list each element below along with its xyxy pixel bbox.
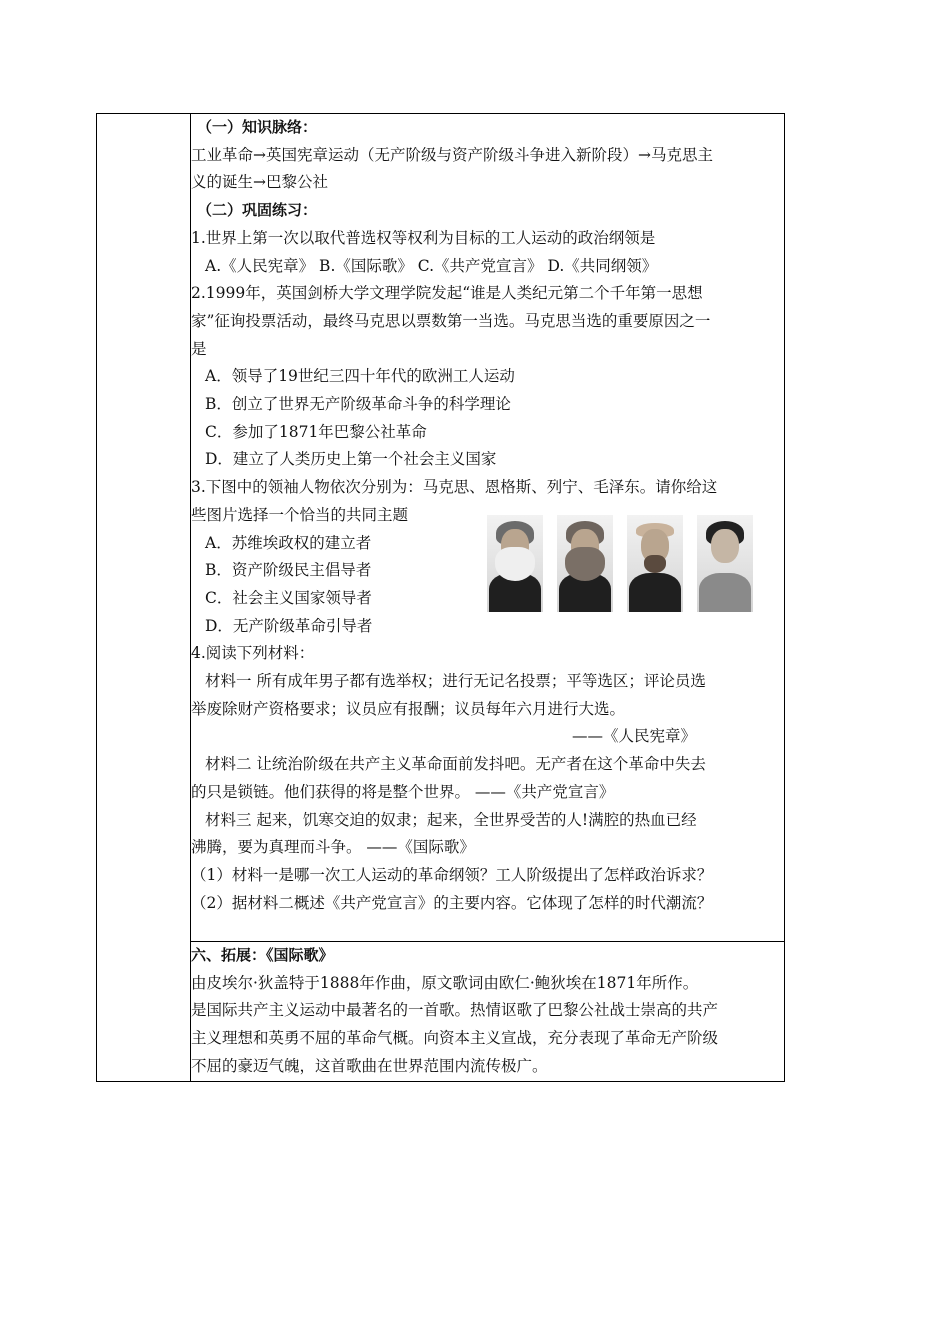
q2-option-d: D．建立了人类历史上第一个社会主义国家 [205,450,497,469]
material-1: 举废除财产资格要求；议员应有报酬；议员每年六月进行大选。 [191,699,626,718]
material-2: 的只是锁链。他们获得的将是整个世界。 ——《共产党宣言》 [191,782,615,801]
section1-line: 工业革命→英国宪章运动（无产阶级与资产阶级斗争进入新阶段）→马克思主 [191,145,713,164]
left-column [97,114,191,1082]
sub-question-1: （1）材料一是哪一次工人运动的革命纲领？工人阶级提出了怎样政治诉求？ [191,865,713,884]
section1-line: 义的诞生→巴黎公社 [191,173,328,192]
section1-heading: （一）知识脉络： [197,118,318,136]
section6-line: 是国际共产主义运动中最著名的一首歌。热情讴歌了巴黎公社战士崇高的共产 [191,1001,719,1020]
leader-portraits [487,515,753,612]
engels-portrait [557,515,613,612]
section2-heading: （二）巩固练习： [197,201,318,220]
marx-portrait [487,515,543,612]
material-3: 沸腾，要为真理而斗争。 ——《国际歌》 [191,838,475,857]
material-3: 材料三 起来，饥寒交迫的奴隶；起来，全世界受苦的人!满腔的热血已经 [205,810,697,829]
q3-option-c: C．社会主义国家领导者 [205,588,372,607]
q2-option-c: C．参加了1871年巴黎公社革命 [205,422,427,441]
q2-option-a: A．领导了19世纪三四十年代的欧洲工人运动 [205,367,515,386]
table-row [97,942,785,1082]
q2-stem: 是 [191,339,207,358]
q3-stem: 3.下图中的领袖人物依次分别为：马克思、恩格斯、列宁、毛泽东。请你给这 [191,478,718,497]
section6-heading: 六、拓展：《国际歌》 [191,946,334,964]
section6-line: 主义理想和英勇不屈的革命气概。向资本主义宣战，充分表现了革命无产阶级 [191,1029,719,1048]
q3-option-b: B．资产阶级民主倡导者 [205,561,372,580]
material-2: 材料二 让统治阶级在共产主义革命面前发抖吧。无产者在这个革命中失去 [205,755,706,774]
q3-block [191,474,784,640]
table-row [97,114,785,942]
q2-stem: 2.1999年，英国剑桥大学文理学院发起“谁是人类纪元第二个千年第一思想 [191,284,703,303]
q3-option-a: A．苏维埃政权的建立者 [205,533,372,552]
q4-stem: 4.阅读下列材料： [191,644,315,663]
q3-stem: 些图片选择一个恰当的共同主题 [191,505,409,524]
extension-cell [191,942,785,1082]
exercise-cell [191,114,785,942]
section6-line: 由皮埃尔·狄盖特于1888年作曲，原文歌词由欧仁·鲍狄埃在1871年所作。 [191,973,699,992]
q2-option-b: B．创立了世界无产阶级革命斗争的科学理论 [205,395,511,414]
material-1: 材料一 所有成年男子都有选举权；进行无记名投票；平等选区；评论员选 [205,672,706,691]
q1-stem: 1.世界上第一次以取代普选权等权利为目标的工人运动的政治纲领是 [191,228,656,247]
lenin-portrait [627,515,683,612]
q2-stem: 家”征询投票活动，最终马克思以票数第一当选。马克思当选的重要原因之一 [191,311,711,330]
material-1-source: ——《人民宪章》 [571,727,696,746]
q3-option-d: D．无产阶级革命引导者 [205,616,373,635]
sub-question-2: （2）据材料二概述《共产党宣言》的主要内容。它体现了怎样的时代潮流？ [191,893,713,912]
q1-options: A.《人民宪章》 B.《国际歌》 C.《共产党宣言》 D.《共同纲领》 [205,256,658,275]
section6-line: 不屈的豪迈气魄，这首歌曲在世界范围内流传极广。 [191,1056,548,1075]
mao-portrait [697,515,753,612]
lesson-table [96,113,785,1082]
